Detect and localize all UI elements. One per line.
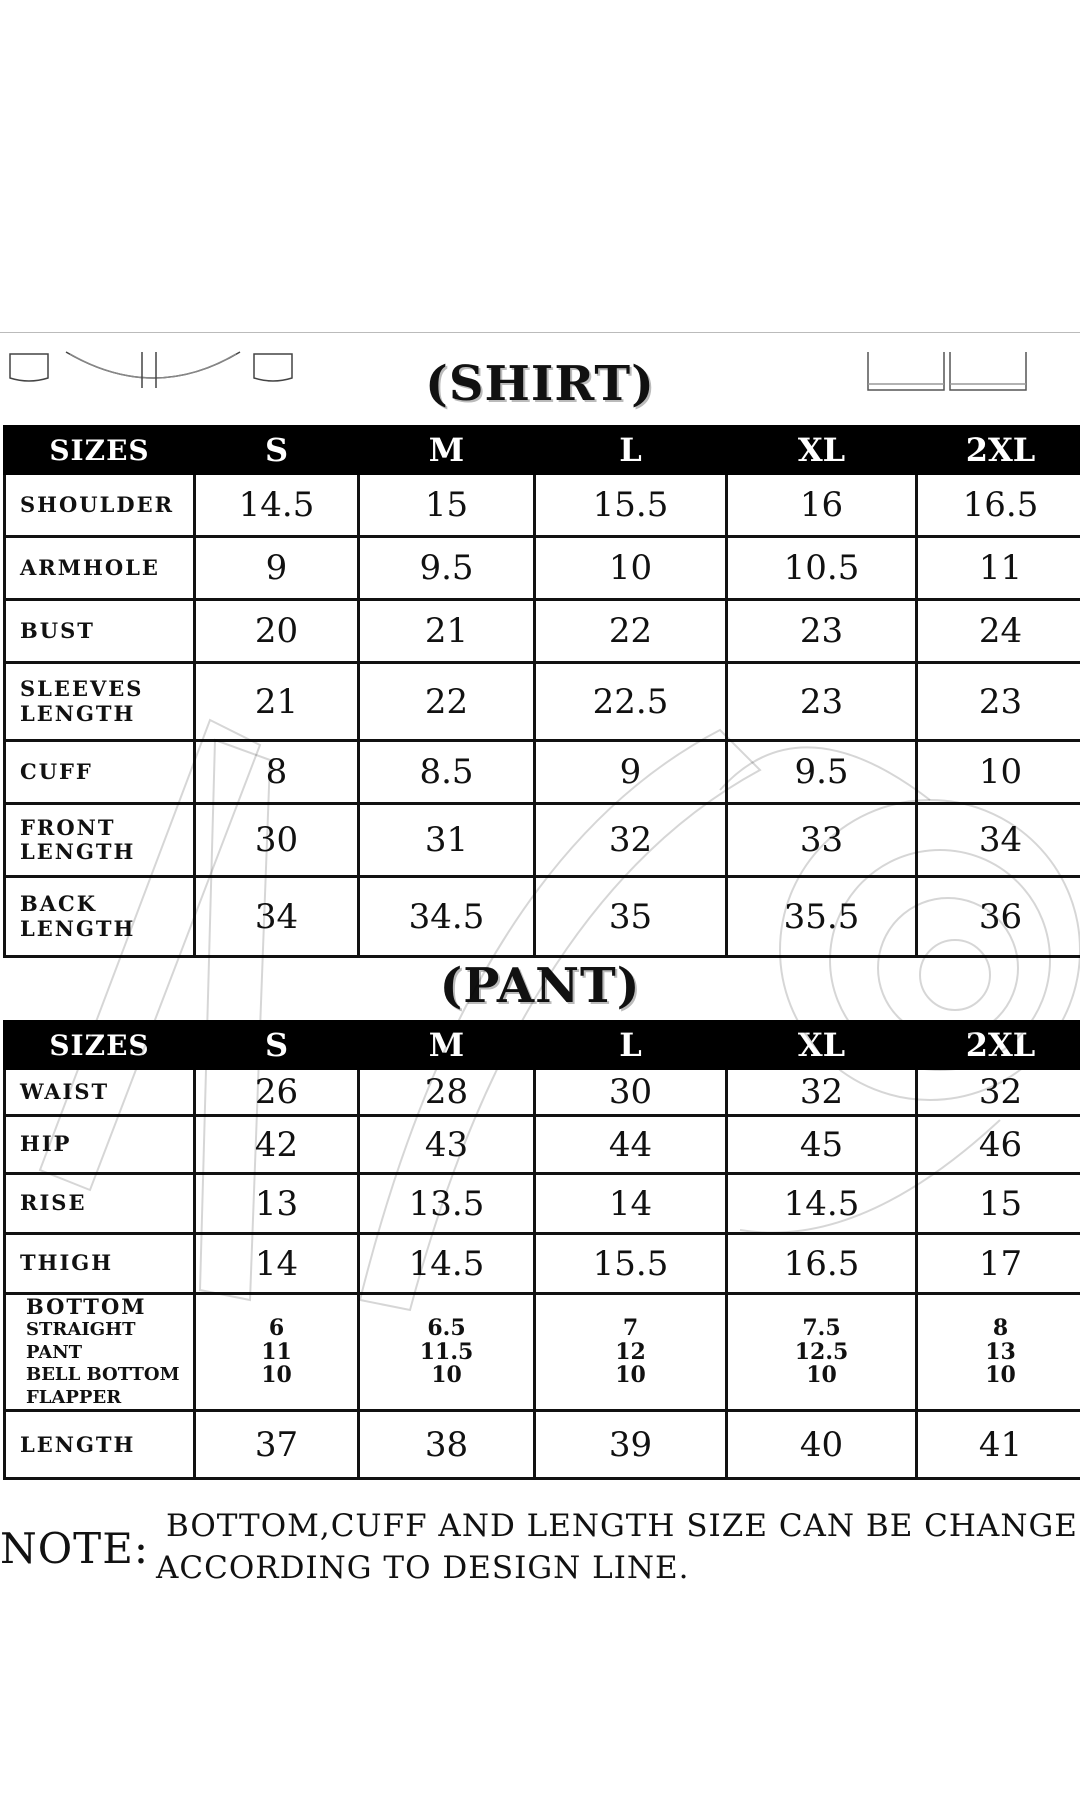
size-value: 38 (359, 1411, 535, 1479)
shirt-header-2xl: 2XL (917, 427, 1080, 474)
size-value: 37 (195, 1411, 359, 1479)
row-label-line: LENGTH (20, 915, 136, 941)
pant-section-title: (PANT) (439, 958, 641, 1014)
size-value: 20 (195, 600, 359, 663)
row-label: HIP (5, 1116, 195, 1174)
size-value: 26 (195, 1069, 359, 1116)
size-value: 10 (917, 741, 1080, 804)
shirt-row-back-length (5, 877, 1080, 957)
size-value: 16.5 (727, 1234, 917, 1294)
size-value: 32 (727, 1069, 917, 1116)
size-value: 22.5 (535, 663, 727, 741)
size-value: 8 (195, 741, 359, 804)
stack-value: 8 (992, 1315, 1009, 1342)
stack-value: 11 (261, 1338, 292, 1365)
size-value: 22 (359, 663, 535, 741)
row-label: LENGTH (5, 1411, 195, 1479)
pant-header-l: L (535, 1022, 727, 1069)
shirt-row-armhole (5, 537, 1080, 600)
shirt-header-xl: XL (727, 427, 917, 474)
row-label-line: LENGTH (20, 839, 136, 864)
size-value: 15.5 (535, 474, 727, 537)
size-value: 35.5 (727, 877, 917, 957)
row-label (5, 1294, 195, 1411)
stack-value: 6 (268, 1315, 285, 1342)
size-value: 36 (917, 877, 1080, 957)
size-value: 14 (535, 1174, 727, 1234)
size-value: 14.5 (727, 1174, 917, 1234)
size-value: 23 (917, 663, 1080, 741)
size-value: 41 (917, 1411, 1080, 1479)
shirt-size-table (3, 425, 1080, 958)
top-rule (0, 332, 1080, 333)
size-value: 15 (917, 1174, 1080, 1234)
note-label: NOTE: (0, 1524, 150, 1573)
pant-row-bottom (5, 1294, 1080, 1411)
row-label-line: BACK (20, 891, 98, 917)
size-value: 22 (535, 600, 727, 663)
row-sublabel: FLAPPER (26, 1386, 122, 1408)
size-value: 10.5 (727, 537, 917, 600)
size-value: 23 (727, 600, 917, 663)
stack-value: 13 (985, 1338, 1016, 1365)
size-value: 34.5 (359, 877, 535, 957)
shirt-header-sizes: SIZES (5, 427, 195, 474)
shirt-row-cuff (5, 741, 1080, 804)
row-sublabel: STRAIGHT PANT (26, 1319, 136, 1363)
stack-value: 10 (431, 1361, 462, 1388)
size-value: 28 (359, 1069, 535, 1116)
size-value-stack (535, 1294, 727, 1411)
row-label: WAIST (5, 1069, 195, 1116)
size-value: 15 (359, 474, 535, 537)
size-value: 11 (917, 537, 1080, 600)
stack-value: 7 (622, 1315, 639, 1342)
size-value: 9 (535, 741, 727, 804)
note-line-1: BOTTOM,CUFF AND LENGTH SIZE CAN BE CHANGE (166, 1508, 1078, 1544)
shirt-row-sleeves-length (5, 663, 1080, 741)
stack-value: 12.5 (794, 1338, 849, 1365)
row-label: ARMHOLE (5, 537, 195, 600)
size-value: 17 (917, 1234, 1080, 1294)
shirt-row-front-length (5, 804, 1080, 877)
size-value: 15.5 (535, 1234, 727, 1294)
size-value: 40 (727, 1411, 917, 1479)
pant-header-row (5, 1022, 1080, 1069)
size-value: 21 (195, 663, 359, 741)
row-label: RISE (5, 1174, 195, 1234)
size-value-stack (359, 1294, 535, 1411)
size-value: 35 (535, 877, 727, 957)
size-value: 14.5 (195, 474, 359, 537)
size-value: 31 (359, 804, 535, 877)
stack-value: 10 (261, 1361, 292, 1388)
row-label-line: FRONT (20, 814, 116, 840)
stack-value: 11.5 (419, 1338, 474, 1365)
size-value: 30 (535, 1069, 727, 1116)
size-value: 46 (917, 1116, 1080, 1174)
row-label (5, 804, 195, 877)
shirt-header-m: M (359, 427, 535, 474)
shirt-row-bust (5, 600, 1080, 663)
stack-value: 6.5 (427, 1315, 466, 1342)
row-label: CUFF (5, 741, 195, 804)
row-label-line: SLEEVES (20, 676, 144, 702)
size-value: 23 (727, 663, 917, 741)
size-value: 30 (195, 804, 359, 877)
size-value: 9 (195, 537, 359, 600)
size-value: 13 (195, 1174, 359, 1234)
size-value: 13.5 (359, 1174, 535, 1234)
size-value: 9.5 (727, 741, 917, 804)
shirt-row-shoulder (5, 474, 1080, 537)
size-value-stack (727, 1294, 917, 1411)
size-value: 16.5 (917, 474, 1080, 537)
size-value: 24 (917, 600, 1080, 663)
stack-value: 7.5 (802, 1315, 841, 1342)
row-label (5, 877, 195, 957)
row-label-line: BOTTOM (26, 1294, 147, 1319)
size-value: 34 (195, 877, 359, 957)
stack-value: 12 (615, 1338, 646, 1365)
stack-value: 10 (615, 1361, 646, 1388)
shirt-header-l: L (535, 427, 727, 474)
size-value: 42 (195, 1116, 359, 1174)
pant-header-xl: XL (727, 1022, 917, 1069)
row-label: BUST (5, 600, 195, 663)
size-value: 39 (535, 1411, 727, 1479)
pant-row-rise (5, 1174, 1080, 1234)
shirt-header-row (5, 427, 1080, 474)
size-value: 33 (727, 804, 917, 877)
size-value: 32 (917, 1069, 1080, 1116)
pant-header-s: S (195, 1022, 359, 1069)
shirt-header-s: S (195, 427, 359, 474)
size-value: 43 (359, 1116, 535, 1174)
size-value-stack (917, 1294, 1080, 1411)
size-value: 16 (727, 474, 917, 537)
size-value: 14 (195, 1234, 359, 1294)
pant-header-sizes: SIZES (5, 1022, 195, 1069)
pant-header-m: M (359, 1022, 535, 1069)
row-sublabel: BELL BOTTOM (26, 1364, 180, 1386)
size-value: 10 (535, 537, 727, 600)
size-value: 32 (535, 804, 727, 877)
size-value: 45 (727, 1116, 917, 1174)
row-label (5, 663, 195, 741)
size-value: 34 (917, 804, 1080, 877)
row-label: THIGH (5, 1234, 195, 1294)
note-line-2: ACCORDING TO DESIGN LINE. (156, 1550, 690, 1586)
pant-row-length (5, 1411, 1080, 1479)
size-value: 8.5 (359, 741, 535, 804)
stack-value: 10 (985, 1361, 1016, 1388)
pant-row-hip (5, 1116, 1080, 1174)
row-label-line: LENGTH (20, 700, 136, 726)
pant-row-thigh (5, 1234, 1080, 1294)
pant-size-table (3, 1020, 1080, 1480)
size-value: 14.5 (359, 1234, 535, 1294)
stack-value: 10 (806, 1361, 837, 1388)
row-label: SHOULDER (5, 474, 195, 537)
size-value: 21 (359, 600, 535, 663)
size-value: 44 (535, 1116, 727, 1174)
pant-header-2xl: 2XL (917, 1022, 1080, 1069)
size-value: 9.5 (359, 537, 535, 600)
shirt-section-title: (SHIRT) (425, 356, 655, 412)
pant-row-waist (5, 1069, 1080, 1116)
size-value-stack (195, 1294, 359, 1411)
